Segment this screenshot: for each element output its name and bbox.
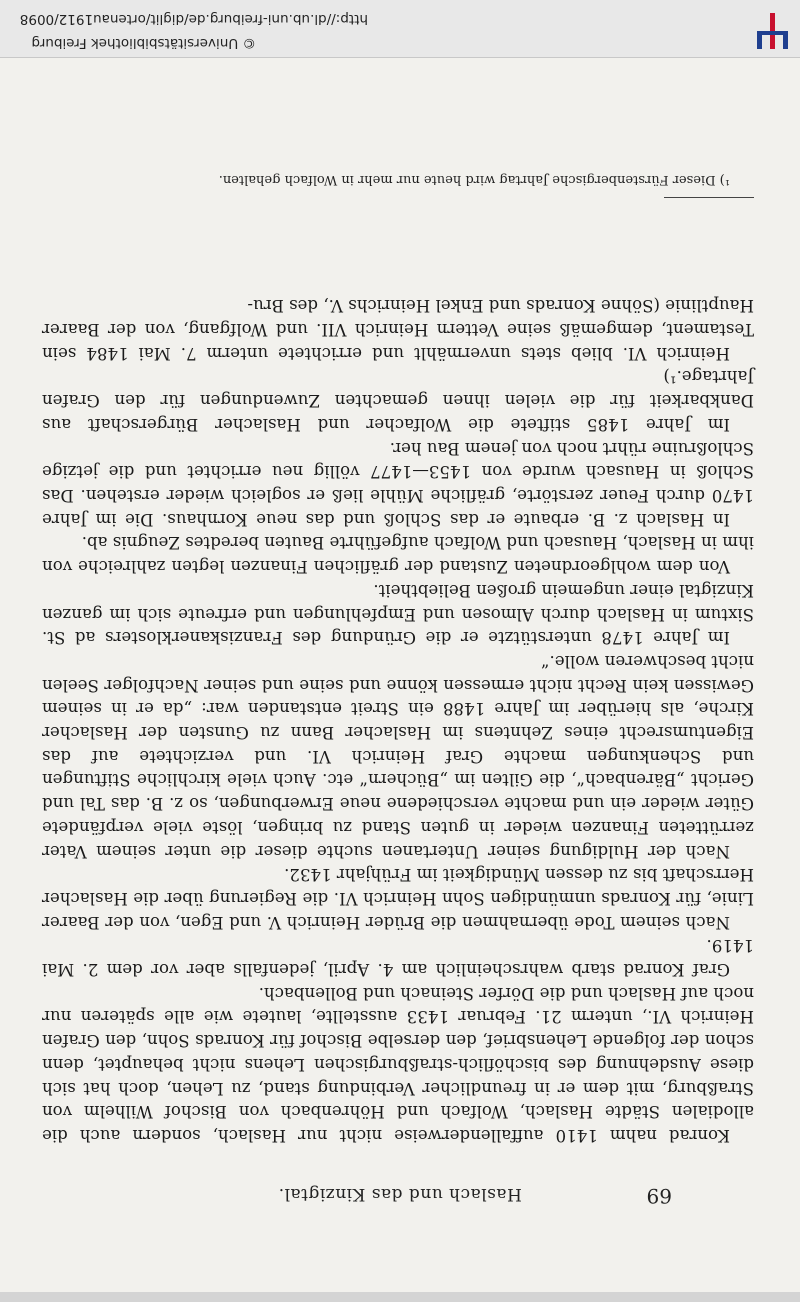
logo-bar xyxy=(757,31,788,35)
page-edge-band xyxy=(0,1292,800,1302)
body-text xyxy=(42,294,754,1147)
university-library-logo-icon xyxy=(752,9,792,53)
paragraph: Von dem wohlgeordneten Zustand der gräflichen Finanzen legten zahlreiche von ihm in Haslach, Hausach und Wolfach aufgeführte Bauten beredtes Zeugnis ab. xyxy=(42,533,754,577)
paragraph: Nach seinem Tode übernahmen die Brüder Heinrich V. und Egen, von der Baarer Linie, für Konrads unmündigen Sohn Heinrich VI. die Regierung über die Haslacher Herrschaft bis zu dessen Mündigkeit im Frühjahr 1432. xyxy=(42,865,754,932)
paragraph: Heinrich VI. blieb stets unvermählt und errichtete unterm 7. Mai 1484 sein Testament, demgemäß seine Vettern Heinrich VII. und Wolfgang, von der Baarer Hauptlinie (Söhne Konrads und Enkel Heinrichs V., des Bru- xyxy=(42,296,754,363)
page-header xyxy=(0,1172,800,1212)
footnote: ¹) Dieser Fürstenbergische Jahrtag wird heute nur mehr in Wolfach gehalten. xyxy=(218,172,730,187)
paragraph: In Haslach z. B. erbaute er das Schloß und das neue Kornhaus. Die im Jahre 1470 durch Feuer zerstörte, gräfliche Mühle ließ er sogleich wieder erstehen. Das Schloß in Hausach wurde von 1453—1477 völlig neu errichtet und die jetzige Schloßruine rührt noch von jenem Bau her. xyxy=(42,438,754,529)
paragraph: Nach der Huldigung seiner Untertanen suchte dieser die unter seinem Vater zerrütteten Finanzen wieder in guten Stand zu bringen, löste viele verpfändete Güter wieder ein und machte verschiedene neue Erwerbungen, so z. B. das Tal und Gericht „Bärenbach“, die Gilten im „Büchern“ etc. Auch viele kirchliche Stiftungen und Schenkungen machte Graf Heinrich VI. und verzichtete auf das Eigentumsrecht eines Zehntens im Haslacher Bann zu Gunsten der Haslacher Kirche, als hierüber im Jahre 1488 ein Streit entstanden war: „da er in seinem Gewissen kein Recht nicht ermessen könne und seine und seiner Nachfolger Seelen nicht beschweren wolle.“ xyxy=(42,651,754,861)
logo-bar xyxy=(757,35,762,49)
running-title: Haslach und das Kinzigtal. xyxy=(278,1184,522,1204)
paragraph: Im Jahre 1485 stiftete die Wolfacher und Haslacher Bürgerschaft aus Dankbarkeit für die vielen ihnen gemachten Zuwendungen für den Grafen Jahrtage.¹) xyxy=(42,367,754,434)
paragraph: Graf Konrad starb wahrscheinlich am 4. April, jedenfalls aber vor dem 2. Mai 1419. xyxy=(42,936,754,980)
copyright-credit: © Universitätsbibliothek Freiburg xyxy=(31,35,256,51)
footnote-divider xyxy=(664,197,754,198)
page-number: 69 xyxy=(646,1184,672,1208)
paragraph: Konrad nahm 1410 auffallenderweise nicht nur Haslach, sondern auch die allodialen Städte Haslach, Wolfach und Höhrenbach von Bischof Wilhelm von Straßburg, mit dem er in freundlicher Verbindung stand, zu Lehen, doch hat sich diese Ausdehnung des bischöflich-straßburgischen Lehens nicht behauptet, denn schon der folgende Lehensbrief, den derselbe Bischof für Konrads Sohn, den Grafen Heinrich VI., unterm 21. Februar 1433 ausstellte, lautete wie alle späteren nur noch auf Haslach und die Dörfer Steinach und Bollenbach. xyxy=(42,983,754,1145)
logo-bar xyxy=(783,35,788,49)
source-bar xyxy=(0,0,800,58)
source-url-link[interactable]: http://dl.ub.uni-freiburg.de/diglit/ortenau1912/0098 xyxy=(19,11,368,27)
paragraph: Im Jahre 1478 unterstützte er die Gründung des Franziskanerklosters ad St. Sixtum in Haslach durch Almosen und Empfehlungen und erfreute sich im ganzen Kinzigtal einer ungemein großen Beliebtheit. xyxy=(42,580,754,648)
